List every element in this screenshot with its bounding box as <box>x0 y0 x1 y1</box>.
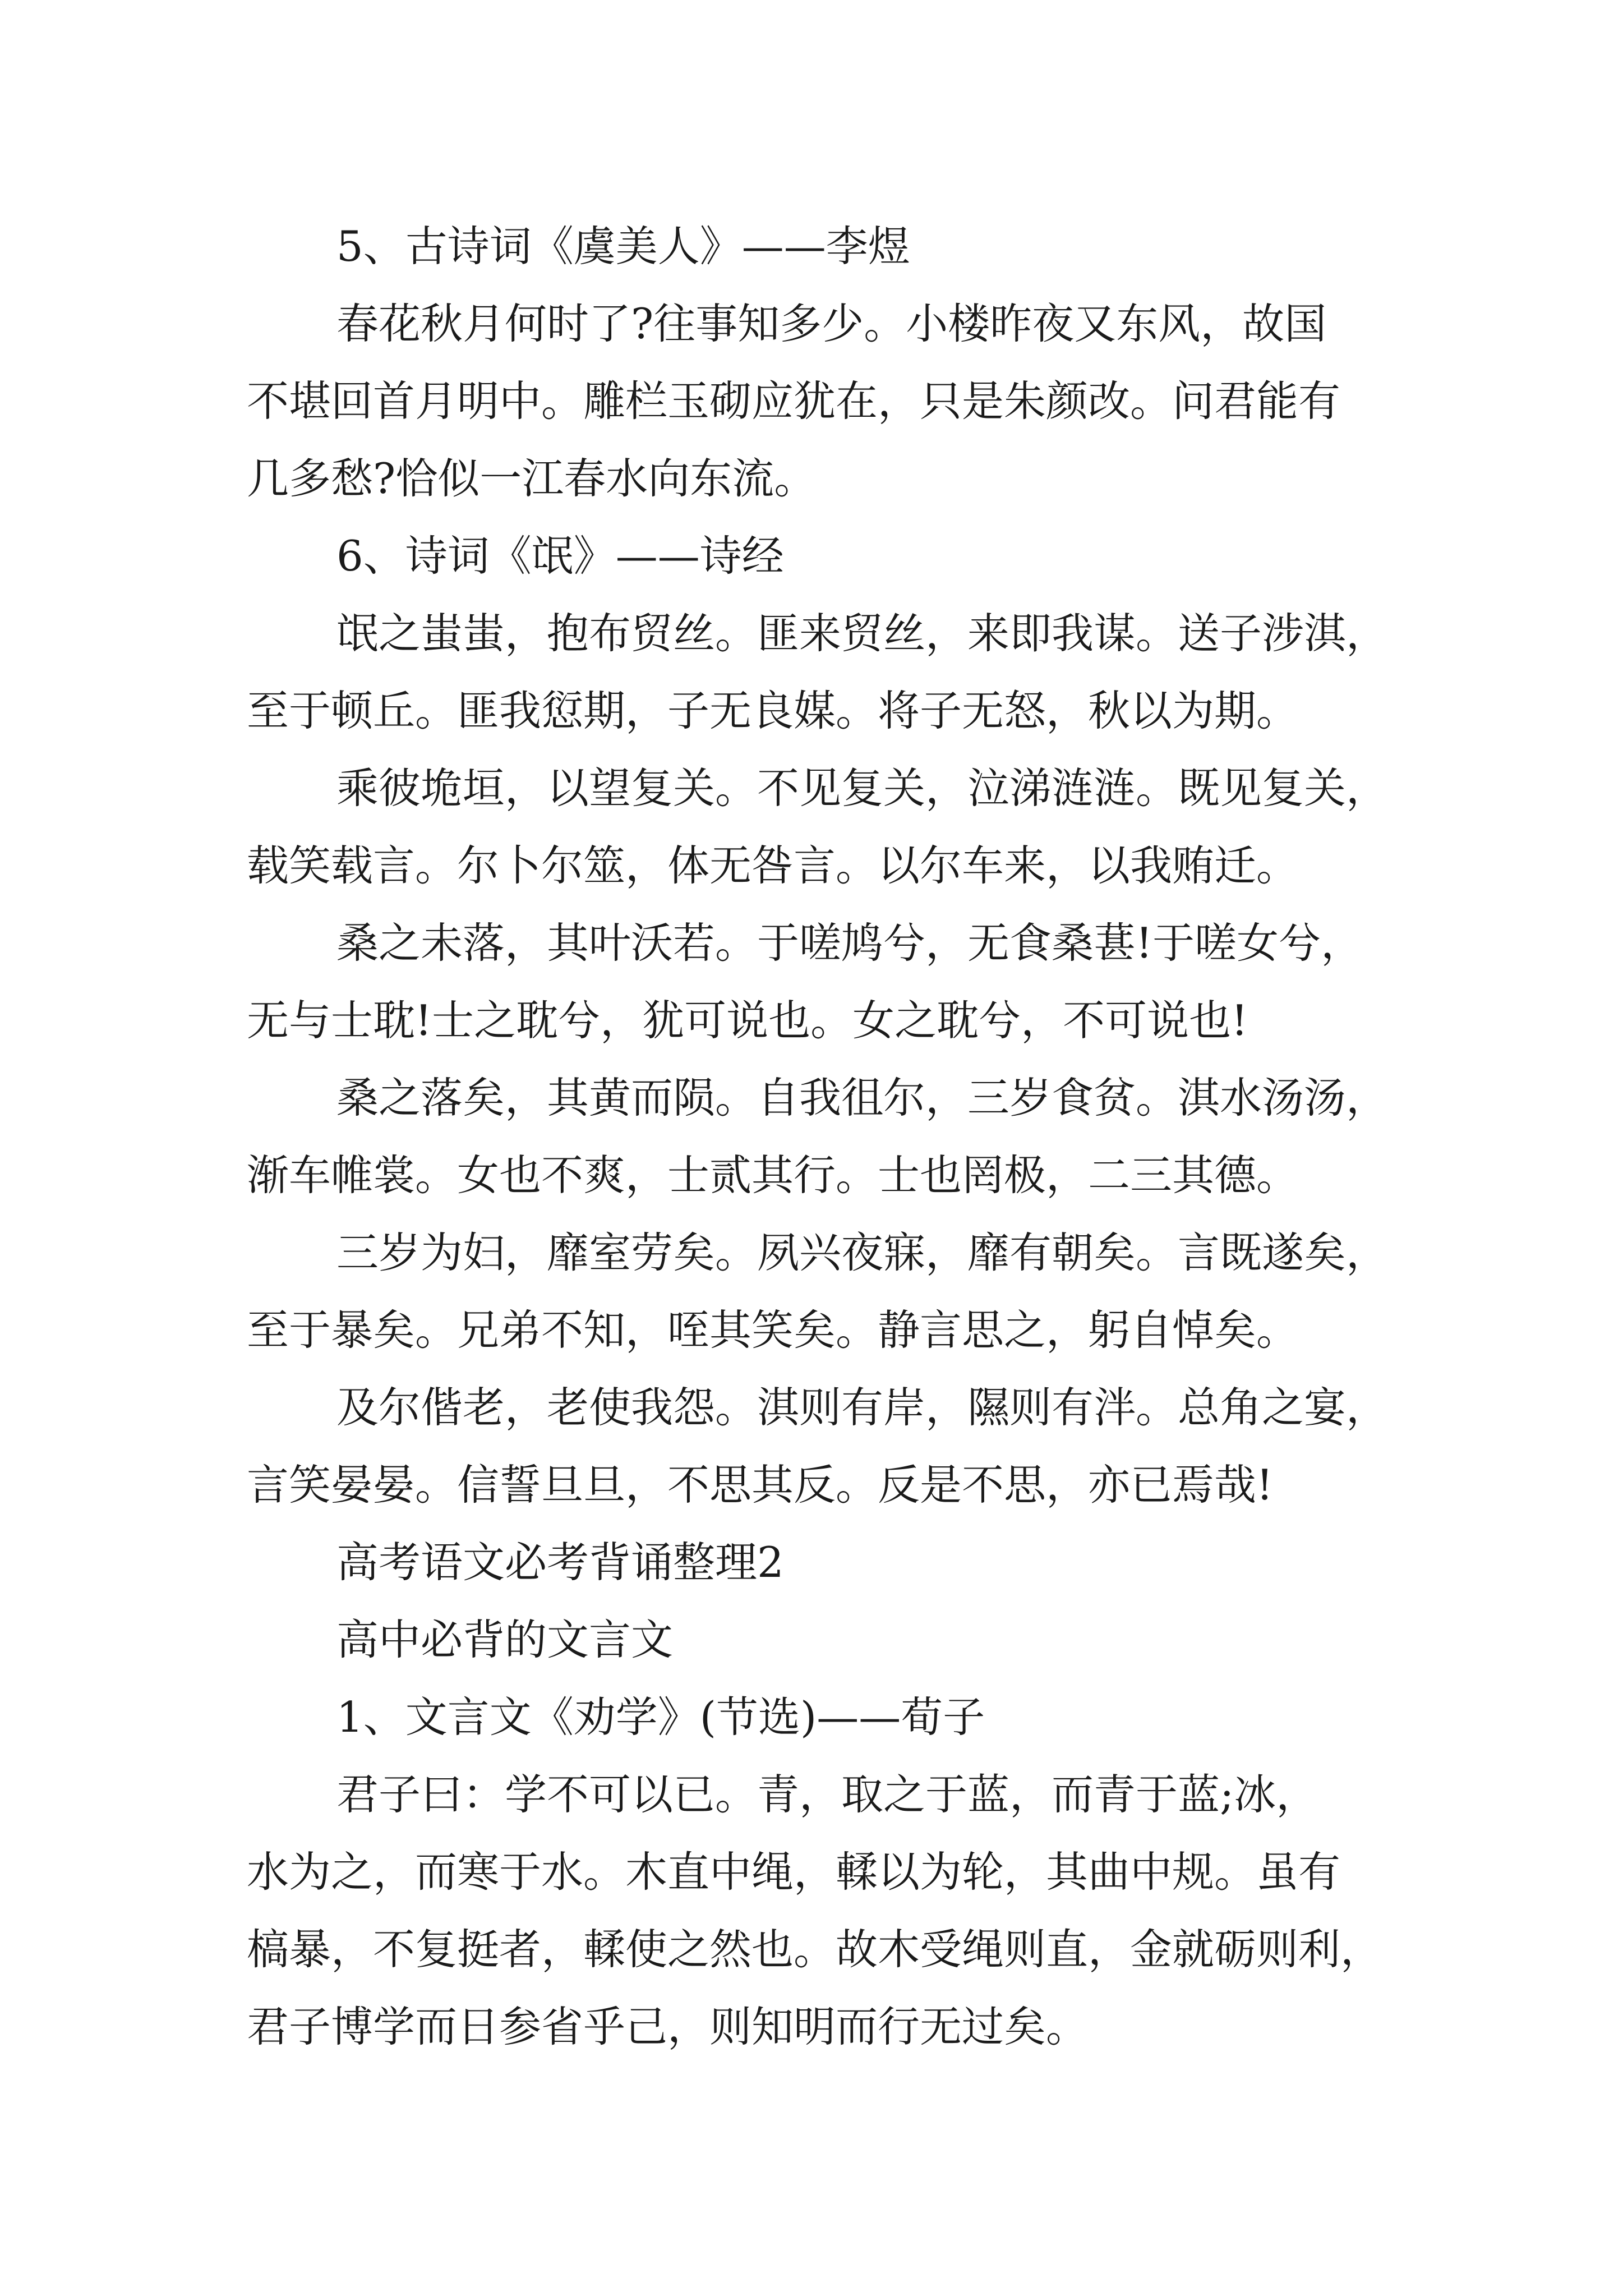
paragraph-line: 及尔偕老，老使我怨。淇则有岸，隰则有泮。总角之宴， <box>336 1383 1389 1432</box>
paragraph-line: 春花秋月何时了?往事知多少。小楼昨夜又东风，故国 <box>336 299 1327 348</box>
poem-heading-mang: 6、诗词《氓》——诗经 <box>336 531 784 581</box>
paragraph-line: 君子曰：学不可以已。青，取之于蓝，而青于蓝;冰， <box>336 1770 1318 1819</box>
paragraph-line: 渐车帷裳。女也不爽，士贰其行。士也罔极，二三其德。 <box>247 1151 1299 1200</box>
poem-heading-quanxue: 1、文言文《劝学》(节选)——荀子 <box>336 1692 985 1742</box>
paragraph-line: 君子博学而日参省乎己，则知明而行无过矣。 <box>247 2002 1089 2051</box>
paragraph-line: 槁暴，不复挺者，輮使之然也。故木受绳则直，金就砺则利， <box>247 1925 1383 1974</box>
paragraph-line: 至于暴矣。兄弟不知，咥其笑矣。静言思之，躬自悼矣。 <box>247 1305 1299 1355</box>
paragraph-line: 不堪回首月明中。雕栏玉砌应犹在，只是朱颜改。问君能有 <box>247 376 1341 426</box>
paragraph-line: 无与士耽!士之耽兮，犹可说也。女之耽兮，不可说也! <box>247 996 1248 1045</box>
document-body <box>247 208 1391 2065</box>
section-heading: 高考语文必考背诵整理2 <box>336 1538 784 1587</box>
paragraph-line: 桑之未落，其叶沃若。于嗟鸠兮，无食桑葚!于嗟女兮， <box>336 918 1363 968</box>
paragraph-line: 载笑载言。尔卜尔筮，体无咎言。以尔车来，以我贿迁。 <box>247 841 1299 890</box>
paragraph-line: 至于顿丘。匪我愆期，子无良媒。将子无怒，秋以为期。 <box>247 686 1299 735</box>
paragraph-line: 言笑晏晏。信誓旦旦，不思其反。反是不思，亦已焉哉! <box>247 1460 1274 1510</box>
paragraph-line: 三岁为妇，靡室劳矣。夙兴夜寐，靡有朝矣。言既遂矣， <box>336 1228 1389 1277</box>
paragraph-line: 几多愁?恰似一江春水向东流。 <box>247 454 817 503</box>
paragraph-line: 乘彼垝垣，以望复关。不见复关，泣涕涟涟。既见复关， <box>336 763 1389 813</box>
paragraph-line: 桑之落矣，其黄而陨。自我徂尔，三岁食贫。淇水汤汤， <box>336 1073 1389 1122</box>
paragraph-line: 水为之，而寒于水。木直中绳，輮以为轮，其曲中规。虽有 <box>247 1847 1341 1897</box>
poem-heading-yumeiren: 5、古诗词《虞美人》——李煜 <box>336 222 910 271</box>
subsection-heading: 高中必背的文言文 <box>336 1615 674 1664</box>
paragraph-line: 氓之蚩蚩，抱布贸丝。匪来贸丝，来即我谋。送子涉淇， <box>336 609 1389 658</box>
